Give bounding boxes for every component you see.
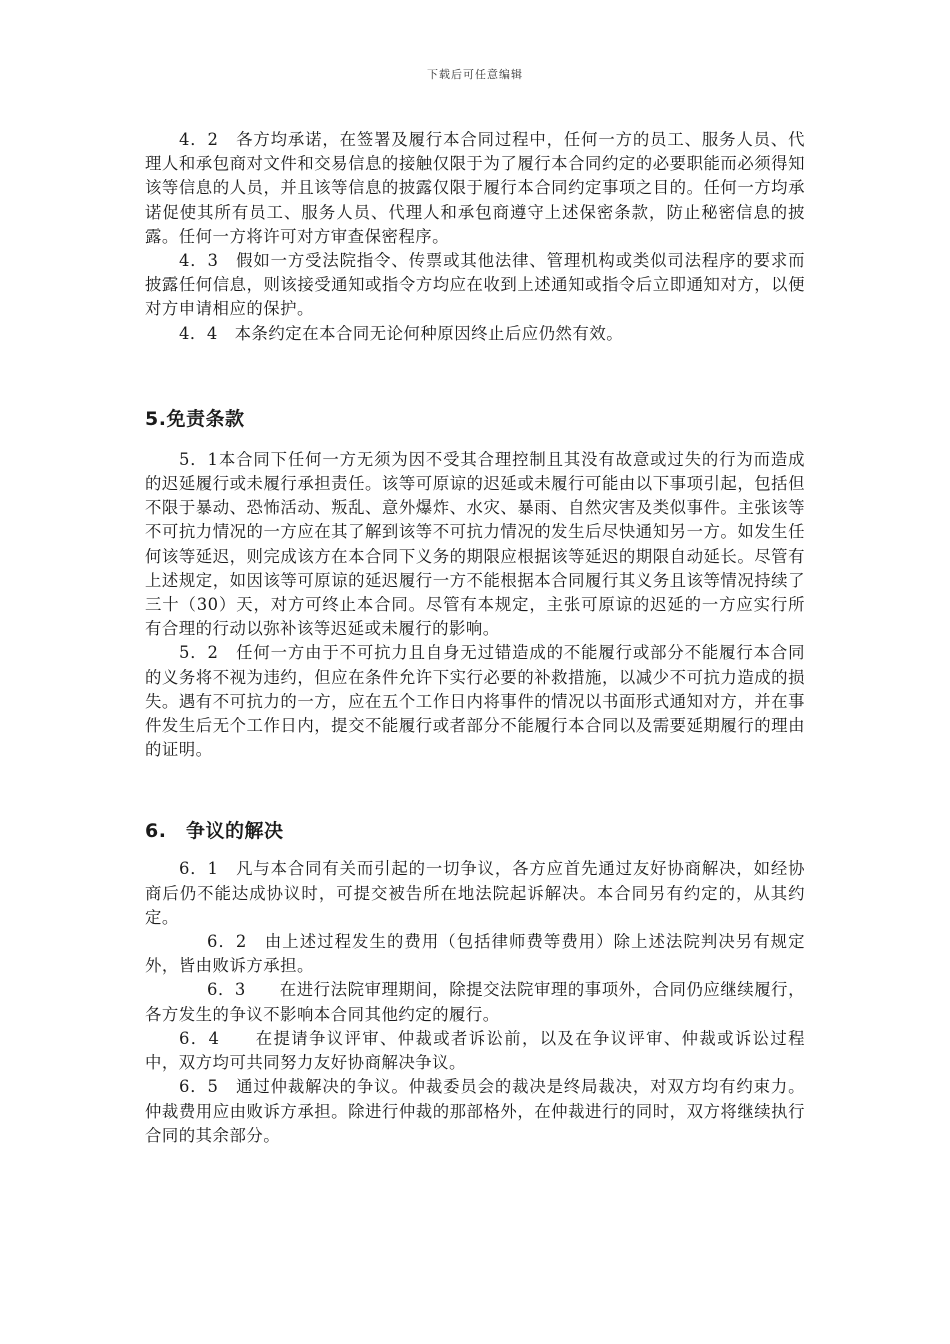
clause-5-2: 5．2 任何一方由于不可抗力且自身无过错造成的不能履行或部分不能履行本合同的义务将不视为违约，但应在条件允许下实行必要的补救措施，以减少不可抗力造成的损失。遇有不可抗力的一方，应在五个工作日内将事件的情况以书面形式通知对方，并在事件发生后无个工作日内，提交不能履行或者部分不能履行本合同以及需要延期履行的理由的证明。 (145, 643, 805, 760)
clause-4-4: 4．4 本条约定在本合同无论何种原因终止后应仍然有效。 (179, 323, 624, 343)
clause-6-3: 6．3 在进行法院审理期间，除提交法院审理的事项外，合同仍应继续履行，各方发生的争议不影响本合同其他约定的履行。 (145, 980, 805, 1024)
clause-6-5: 6．5 通过仲裁解决的争议。仲裁委员会的裁决是终局裁决，对双方均有约束力。仲裁费用应由败诉方承担。除进行仲裁的那部格外，在仲裁进行的同时，双方将继续执行合同的其余部分。 (145, 1077, 805, 1145)
clause-4-3: 4．3 假如一方受法院指令、传票或其他法律、管理机构或类似司法程序的要求而披露任何信息，则该接受通知或指令方均应在收到上述通知或指令后立即通知对方，以便对方申请相应的保护。 (145, 251, 805, 319)
section-6-heading: 6. 争议的解决 (145, 820, 284, 843)
clause-6-2: 6．2 由上述过程发生的费用（包括律师费等费用）除上述法院判决另有规定外，皆由败诉方承担。 (145, 932, 805, 976)
page-header: 下载后可任意编辑 (427, 68, 523, 81)
document-body (145, 128, 805, 1148)
clause-6-4: 6．4 在提请争议评审、仲裁或者诉讼前，以及在争议评审、仲裁或诉讼过程中，双方均可共同努力友好协商解决争议。 (145, 1028, 805, 1073)
clause-5-1: 5．1本合同下任何一方无须为因不受其合理控制且其没有故意或过失的行为而造成的迟延履行或未履行承担责任。该等可原谅的迟延或未履行可能由以下事项引起，包括但不限于暴动、恐怖活动、叛乱、意外爆炸、水灾、暴雨、自然灾害及类似事件。主张该等不可抗力情况的一方应在其了解到该等不可抗力情况的发生后尽快通知另一方。如发生任何该等延迟，则完成该方在本合同下义务的期限应根据该等延迟的期限自动延长。尽管有上述规定，如因该等可原谅的延迟履行一方不能根据本合同履行其义务且该等情况持续了三十（30）天，对方可终止本合同。尽管有本规定，主张可原谅的迟延的一方应实行所有合理的行动以弥补该等迟延或未履行的影响。 (145, 449, 805, 639)
clause-6-1: 6．1 凡与本合同有关而引起的一切争议，各方应首先通过友好协商解决，如经协商后仍不能达成协议时，可提交被告所在地法院起诉解决。本合同另有约定的，从其约定。 (145, 859, 805, 927)
section-5-heading: 5.免责条款 (145, 407, 245, 430)
clause-4-2: 4．2 各方均承诺，在签署及履行本合同过程中，任何一方的员工、服务人员、代理人和承包商对文件和交易信息的接触仅限于为了履行本合同约定的必要职能而必须得知该等信息的人员，并且该等信息的披露仅限于履行本合同约定事项之目的。任何一方均承诺促使其所有员工、服务人员、代理人和承包商遵守上述保密条款，防止秘密信息的披露。任何一方将许可对方审查保密程序。 (145, 130, 805, 246)
